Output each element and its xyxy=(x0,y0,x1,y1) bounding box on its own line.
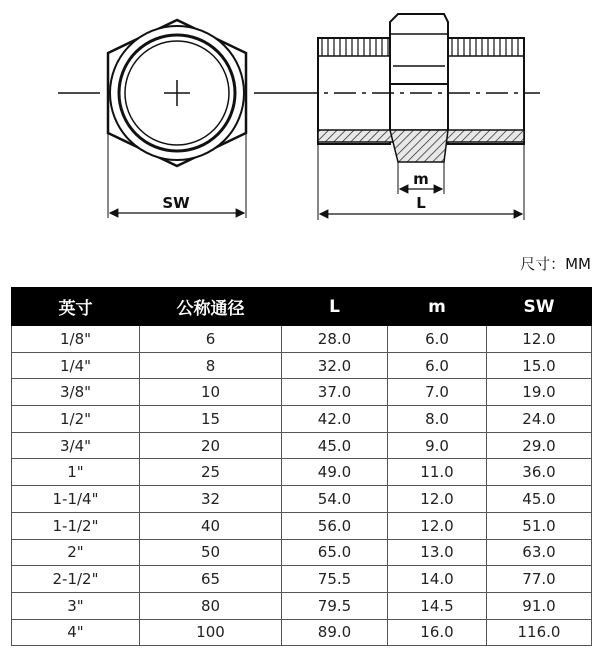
table-row xyxy=(12,406,592,433)
cell-sw: 29.0 xyxy=(487,432,592,459)
cell-inch: 3/4" xyxy=(12,432,140,459)
cell-sw: 77.0 xyxy=(487,566,592,593)
cell-sw: 51.0 xyxy=(487,512,592,539)
cell-l: 79.5 xyxy=(282,592,388,619)
cell-inch: 3" xyxy=(12,592,140,619)
cell-nominal: 80 xyxy=(140,592,282,619)
cell-inch: 1/2" xyxy=(12,406,140,433)
cell-l: 75.5 xyxy=(282,566,388,593)
cell-nominal: 10 xyxy=(140,379,282,406)
hex-end-view xyxy=(58,20,296,218)
cell-l: 32.0 xyxy=(282,352,388,379)
cell-m: 16.0 xyxy=(388,619,487,646)
cell-nominal: 15 xyxy=(140,406,282,433)
spec-table xyxy=(11,287,592,646)
cell-nominal: 8 xyxy=(140,352,282,379)
m-dimension-label: m xyxy=(413,170,429,188)
cell-sw: 116.0 xyxy=(487,619,592,646)
cell-l: 56.0 xyxy=(282,512,388,539)
cell-nominal: 100 xyxy=(140,619,282,646)
l-dimension-label: L xyxy=(416,194,426,212)
table-row xyxy=(12,539,592,566)
table-row xyxy=(12,619,592,646)
cell-sw: 63.0 xyxy=(487,539,592,566)
cell-inch: 1/8" xyxy=(12,326,140,353)
cell-inch: 4" xyxy=(12,619,140,646)
cell-m: 6.0 xyxy=(388,352,487,379)
table-row xyxy=(12,512,592,539)
cell-l: 49.0 xyxy=(282,459,388,486)
cell-nominal: 25 xyxy=(140,459,282,486)
sw-dimension-label: SW xyxy=(162,194,190,212)
table-row xyxy=(12,326,592,353)
cell-nominal: 65 xyxy=(140,566,282,593)
cell-l: 42.0 xyxy=(282,406,388,433)
cell-m: 11.0 xyxy=(388,459,487,486)
cell-sw: 36.0 xyxy=(487,459,592,486)
cell-nominal: 20 xyxy=(140,432,282,459)
cell-nominal: 40 xyxy=(140,512,282,539)
cell-nominal: 32 xyxy=(140,486,282,513)
cell-nominal: 6 xyxy=(140,326,282,353)
cell-sw: 91.0 xyxy=(487,592,592,619)
cell-sw: 45.0 xyxy=(487,486,592,513)
table-row xyxy=(12,566,592,593)
unit-label: 尺寸：MM xyxy=(520,255,591,273)
table-row xyxy=(12,432,592,459)
cell-l: 54.0 xyxy=(282,486,388,513)
nipple-side-view xyxy=(296,14,540,220)
cell-m: 14.5 xyxy=(388,592,487,619)
cell-inch: 1" xyxy=(12,459,140,486)
cell-l: 45.0 xyxy=(282,432,388,459)
header-m: m xyxy=(388,288,487,326)
cell-sw: 24.0 xyxy=(487,406,592,433)
cell-inch: 2-1/2" xyxy=(12,566,140,593)
cell-l: 65.0 xyxy=(282,539,388,566)
cell-inch: 1-1/4" xyxy=(12,486,140,513)
cell-inch: 2" xyxy=(12,539,140,566)
cell-m: 13.0 xyxy=(388,539,487,566)
cell-l: 37.0 xyxy=(282,379,388,406)
cell-m: 6.0 xyxy=(388,326,487,353)
cell-sw: 15.0 xyxy=(487,352,592,379)
header-sw: SW xyxy=(487,288,592,326)
cell-m: 14.0 xyxy=(388,566,487,593)
table-row xyxy=(12,379,592,406)
cell-sw: 12.0 xyxy=(487,326,592,353)
cell-m: 12.0 xyxy=(388,512,487,539)
cell-inch: 1/4" xyxy=(12,352,140,379)
header-nominal-size: 公称通径 xyxy=(140,288,282,326)
cell-l: 28.0 xyxy=(282,326,388,353)
cell-l: 89.0 xyxy=(282,619,388,646)
table-row xyxy=(12,592,592,619)
cell-m: 8.0 xyxy=(388,406,487,433)
table-row xyxy=(12,459,592,486)
cell-inch: 3/8" xyxy=(12,379,140,406)
cell-inch: 1-1/2" xyxy=(12,512,140,539)
table-row xyxy=(12,486,592,513)
header-l: L xyxy=(282,288,388,326)
technical-drawing xyxy=(0,0,603,240)
cell-m: 9.0 xyxy=(388,432,487,459)
cell-m: 12.0 xyxy=(388,486,487,513)
table-row xyxy=(12,352,592,379)
header-inch: 英寸 xyxy=(12,288,140,326)
cell-sw: 19.0 xyxy=(487,379,592,406)
cell-nominal: 50 xyxy=(140,539,282,566)
cell-m: 7.0 xyxy=(388,379,487,406)
table-header-row xyxy=(12,288,592,326)
